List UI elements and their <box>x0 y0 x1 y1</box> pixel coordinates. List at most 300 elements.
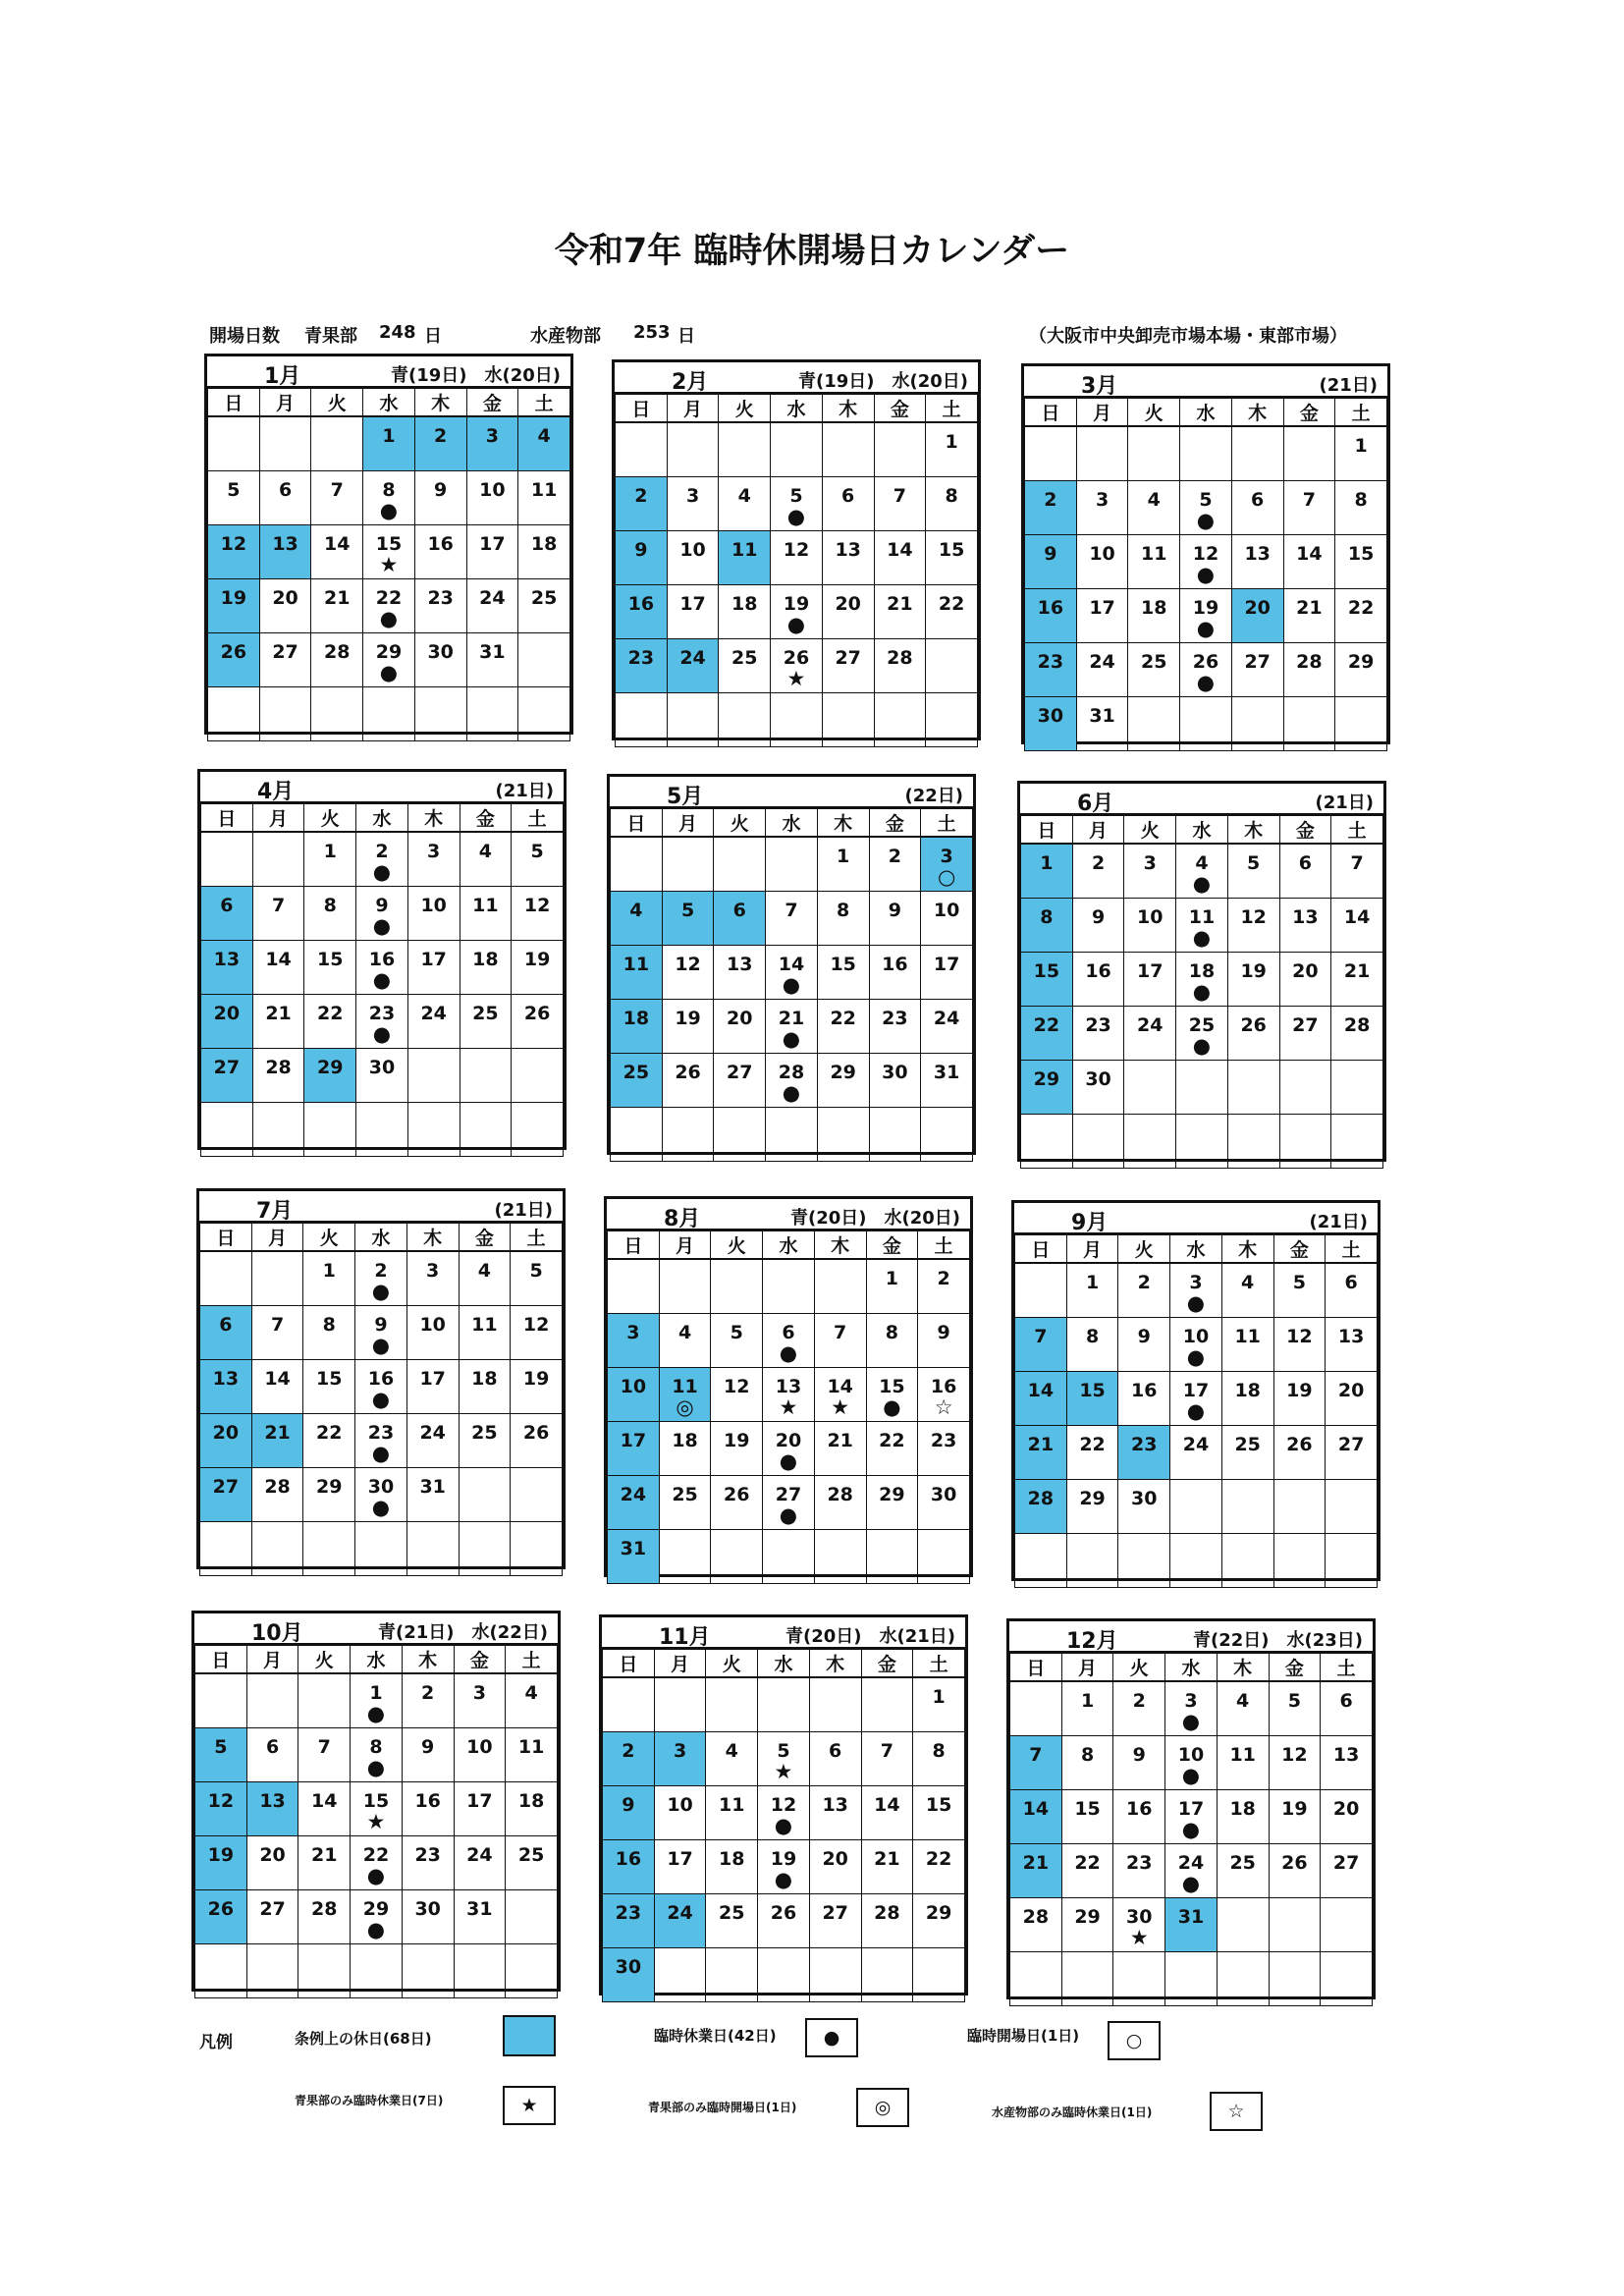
day-cell <box>1227 899 1279 953</box>
day-number: 29 <box>1033 1068 1060 1090</box>
day-cell <box>252 887 304 941</box>
empty-cell <box>200 1251 252 1306</box>
day-number: 7 <box>317 1736 331 1758</box>
day-marker-icon: ● <box>779 1449 798 1473</box>
empty-cell <box>616 693 668 747</box>
day-marker-icon: ★ <box>831 1395 850 1419</box>
day-marker-icon: ● <box>379 607 399 630</box>
weekday-header: 木 <box>407 804 460 833</box>
weekday-header: 木 <box>814 1231 866 1260</box>
day-cell <box>201 941 253 995</box>
weekday-header: 水 <box>356 804 408 833</box>
day-cell <box>195 1836 247 1890</box>
day-number: 28 <box>1027 1488 1055 1509</box>
weekday-header: 日 <box>201 804 253 833</box>
day-cell <box>714 1000 766 1054</box>
day-cell <box>454 1673 506 1728</box>
day-cell <box>512 887 564 941</box>
day-number: 31 <box>1089 705 1115 727</box>
empty-cell <box>195 1673 247 1728</box>
day-marker-icon: ● <box>1186 1291 1206 1315</box>
weekday-header: 金 <box>459 1224 511 1252</box>
empty-cell <box>246 1944 298 1998</box>
month-name: 12月 <box>1066 1629 1118 1654</box>
day-cell <box>1025 535 1077 589</box>
empty-cell <box>1269 1952 1321 2006</box>
empty-cell <box>714 1108 766 1162</box>
day-number: 15 <box>1347 543 1375 565</box>
day-cell <box>1010 1898 1062 1952</box>
day-cell <box>874 477 926 531</box>
day-cell <box>1076 481 1128 535</box>
day-marker-icon: ★ <box>1129 1926 1149 1949</box>
day-cell <box>414 633 466 687</box>
day-number: 5 <box>1199 489 1213 511</box>
day-cell <box>1072 953 1124 1007</box>
day-cell <box>1273 1426 1326 1480</box>
day-cell <box>771 531 823 585</box>
day-cell <box>814 1314 866 1368</box>
month-grid <box>194 1645 558 1998</box>
day-number: 21 <box>1343 960 1371 982</box>
day-number: 31 <box>620 1538 647 1559</box>
day-cell <box>822 585 874 639</box>
day-number: 30 <box>615 1956 642 1978</box>
empty-cell <box>1227 1115 1279 1169</box>
day-number: 14 <box>1027 1380 1055 1401</box>
day-cell <box>719 639 771 693</box>
empty-cell <box>1273 1534 1326 1588</box>
empty-cell <box>259 687 311 741</box>
month-calendar <box>599 1614 968 1995</box>
day-cell <box>1273 1263 1326 1318</box>
empty-cell <box>1231 426 1283 481</box>
empty-cell <box>1326 1534 1378 1588</box>
day-cell <box>758 1786 810 1840</box>
day-number: 11 <box>530 479 558 501</box>
day-cell <box>763 1368 815 1422</box>
day-cell <box>758 1894 810 1948</box>
day-marker-icon: ● <box>1192 980 1212 1004</box>
month-grid <box>1024 398 1387 751</box>
empty-cell <box>298 1673 351 1728</box>
empty-cell <box>1176 1061 1228 1115</box>
day-number: 20 <box>1292 960 1319 982</box>
empty-cell <box>1015 1263 1067 1318</box>
day-number: 19 <box>522 1368 550 1390</box>
day-cell <box>259 579 311 633</box>
weekday-header: 日 <box>208 389 260 417</box>
day-number: 18 <box>472 949 499 970</box>
month-grid <box>610 808 973 1162</box>
empty-cell <box>201 1103 253 1157</box>
weekday-header: 火 <box>719 395 771 423</box>
day-number: 2 <box>374 1260 388 1282</box>
empty-cell <box>407 1103 460 1157</box>
day-cell <box>1221 1263 1273 1318</box>
day-marker-icon: ● <box>782 1081 801 1105</box>
day-cell <box>251 1306 303 1360</box>
day-number: 21 <box>887 593 913 615</box>
day-number: 7 <box>330 479 344 501</box>
day-cell <box>511 1360 563 1414</box>
day-cell <box>355 1414 407 1468</box>
day-number: 2 <box>1132 1690 1146 1712</box>
empty-cell <box>512 1049 564 1103</box>
empty-cell <box>506 1944 558 1998</box>
day-cell <box>1076 643 1128 697</box>
day-cell <box>926 585 978 639</box>
empty-cell <box>414 687 466 741</box>
day-cell <box>926 422 978 477</box>
day-number: 30 <box>368 1057 396 1078</box>
weekday-header: 土 <box>506 1646 558 1674</box>
day-number: 21 <box>1022 1852 1050 1874</box>
empty-cell <box>706 1948 758 2002</box>
day-cell <box>918 1314 970 1368</box>
day-cell <box>406 1251 459 1306</box>
day-number: 18 <box>1229 1798 1256 1820</box>
weekday-header: 月 <box>1072 816 1124 845</box>
day-cell <box>1015 1372 1067 1426</box>
day-number: 29 <box>879 1484 905 1505</box>
day-number: 21 <box>264 1422 291 1444</box>
day-number: 18 <box>517 1790 545 1812</box>
day-cell <box>1118 1372 1170 1426</box>
empty-cell <box>1165 1952 1218 2006</box>
day-number: 17 <box>479 533 506 555</box>
day-number: 26 <box>724 1484 750 1505</box>
day-cell <box>459 1414 511 1468</box>
weekday-header: 水 <box>1165 1654 1218 1682</box>
day-cell <box>1335 535 1387 589</box>
day-cell <box>1021 1061 1073 1115</box>
day-number: 29 <box>925 1902 952 1924</box>
day-number: 5 <box>1292 1272 1306 1293</box>
day-number: 17 <box>667 1848 693 1870</box>
day-cell <box>402 1836 454 1890</box>
day-cell <box>861 1786 913 1840</box>
day-number: 21 <box>778 1008 805 1029</box>
day-number: 24 <box>1137 1014 1164 1036</box>
empty-cell <box>1025 426 1077 481</box>
day-number: 26 <box>675 1062 701 1083</box>
day-number: 31 <box>466 1898 493 1920</box>
day-number: 15 <box>317 949 344 970</box>
day-number: 12 <box>724 1376 750 1397</box>
day-cell <box>246 1890 298 1944</box>
day-number: 13 <box>259 1790 286 1812</box>
day-cell <box>1118 1263 1170 1318</box>
empty-cell <box>1180 426 1232 481</box>
weekday-header: 水 <box>1176 816 1228 845</box>
day-cell <box>1165 1898 1218 1952</box>
empty-cell <box>1066 1534 1118 1588</box>
day-number: 20 <box>775 1430 802 1451</box>
day-number: 16 <box>627 593 655 615</box>
day-cell <box>208 579 260 633</box>
day-number: 20 <box>1337 1380 1365 1401</box>
day-cell <box>200 1306 252 1360</box>
day-number: 9 <box>1137 1326 1151 1347</box>
day-cell <box>1061 1736 1113 1790</box>
day-cell <box>351 1836 403 1890</box>
day-number: 23 <box>367 1422 395 1444</box>
day-cell <box>311 579 363 633</box>
day-number: 1 <box>323 841 337 862</box>
day-marker-icon: ● <box>372 860 392 884</box>
day-cell <box>402 1728 454 1782</box>
day-number: 16 <box>1126 1798 1153 1820</box>
day-cell <box>611 1000 663 1054</box>
day-cell <box>918 1422 970 1476</box>
month-header <box>1020 784 1383 815</box>
day-cell <box>356 995 408 1049</box>
day-marker-icon: ● <box>786 505 806 528</box>
day-number: 22 <box>1074 1852 1101 1874</box>
day-number: 6 <box>278 479 293 501</box>
day-cell <box>822 531 874 585</box>
day-cell <box>1066 1426 1118 1480</box>
day-number: 26 <box>1281 1852 1308 1874</box>
day-cell <box>259 633 311 687</box>
day-number: 3 <box>472 1682 486 1704</box>
day-cell <box>208 471 260 525</box>
day-cell <box>1180 535 1232 589</box>
empty-cell <box>667 422 719 477</box>
day-cell <box>259 525 311 579</box>
day-number: 22 <box>1033 1014 1060 1036</box>
day-marker-icon: ● <box>366 1918 386 1941</box>
day-number: 18 <box>530 533 558 555</box>
weekday-header: 金 <box>861 1650 913 1678</box>
day-marker-icon: ● <box>379 661 399 684</box>
empty-cell <box>611 837 663 892</box>
day-number: 21 <box>1296 597 1323 619</box>
day-cell <box>1170 1372 1222 1426</box>
day-number: 7 <box>270 1314 285 1336</box>
month-open-days: 青(19日) 水(20日) <box>390 365 561 386</box>
day-number: 3 <box>1095 489 1110 511</box>
day-number: 13 <box>1337 1326 1365 1347</box>
empty-cell <box>1010 1681 1062 1736</box>
day-cell <box>1113 1790 1165 1844</box>
day-cell <box>711 1476 763 1530</box>
day-number: 23 <box>1126 1852 1153 1874</box>
day-cell <box>711 1314 763 1368</box>
empty-cell <box>654 1677 706 1732</box>
day-number: 28 <box>827 1484 853 1505</box>
day-cell <box>1227 844 1279 899</box>
day-cell <box>1283 643 1335 697</box>
day-cell <box>1331 844 1383 899</box>
month-open-days: 青(22日) 水(23日) <box>1192 1630 1363 1651</box>
day-number: 3 <box>940 846 953 867</box>
month-calendar <box>1021 363 1390 744</box>
day-cell <box>616 639 668 693</box>
day-cell <box>1221 1426 1273 1480</box>
day-number: 30 <box>414 1898 441 1920</box>
day-number: 5 <box>214 1736 228 1758</box>
day-number: 19 <box>770 1848 797 1870</box>
day-cell <box>201 995 253 1049</box>
day-cell <box>259 471 311 525</box>
day-number: 13 <box>1332 1744 1360 1766</box>
month-grid <box>1009 1653 1373 2006</box>
day-number: 8 <box>1080 1744 1095 1766</box>
day-cell <box>1331 899 1383 953</box>
day-number: 23 <box>427 587 454 609</box>
day-marker-icon: ● <box>1186 1399 1206 1423</box>
weekday-header: 金 <box>1273 1235 1326 1264</box>
day-number: 27 <box>822 1902 848 1924</box>
day-cell <box>355 1468 407 1522</box>
day-number: 30 <box>1131 1488 1158 1509</box>
day-number: 24 <box>1177 1852 1205 1874</box>
day-cell <box>1269 1681 1321 1736</box>
day-cell <box>926 531 978 585</box>
day-cell <box>506 1836 558 1890</box>
day-number: 16 <box>615 1848 642 1870</box>
weekday-header: 木 <box>402 1646 454 1674</box>
day-cell <box>460 887 512 941</box>
day-number: 1 <box>1080 1690 1095 1712</box>
day-number: 13 <box>212 1368 240 1390</box>
weekday-header: 金 <box>460 804 512 833</box>
day-cell <box>1217 1790 1269 1844</box>
day-number: 20 <box>259 1844 286 1866</box>
weekday-header: 日 <box>1021 816 1073 845</box>
weekday-header: 土 <box>512 804 564 833</box>
day-marker-icon: ● <box>1181 1710 1201 1733</box>
month-name: 10月 <box>251 1621 303 1646</box>
weekday-header: 火 <box>298 1646 351 1674</box>
day-cell <box>1015 1318 1067 1372</box>
day-cell <box>758 1840 810 1894</box>
day-number: 14 <box>1022 1798 1050 1820</box>
month-calendar <box>191 1611 561 1992</box>
day-number: 20 <box>1244 597 1271 619</box>
day-number: 15 <box>938 539 965 561</box>
day-number: 10 <box>479 479 506 501</box>
day-number: 2 <box>937 1268 950 1289</box>
day-cell <box>1128 589 1180 643</box>
day-number: 10 <box>420 895 447 916</box>
day-number: 2 <box>634 485 648 507</box>
day-number: 21 <box>324 587 351 609</box>
empty-cell <box>356 1103 408 1157</box>
empty-cell <box>1283 697 1335 751</box>
day-number: 8 <box>1354 489 1368 511</box>
day-cell <box>1279 844 1331 899</box>
day-cell <box>208 633 260 687</box>
day-number: 29 <box>1347 651 1375 673</box>
day-number: 25 <box>719 1902 745 1924</box>
day-cell <box>454 1728 506 1782</box>
day-number: 11 <box>1229 1744 1256 1766</box>
day-number: 8 <box>369 1736 383 1758</box>
empty-cell <box>921 1108 973 1162</box>
empty-cell <box>351 1944 403 1998</box>
day-cell <box>1335 643 1387 697</box>
day-marker-icon: ● <box>782 1027 801 1051</box>
day-cell <box>869 1000 921 1054</box>
empty-cell <box>1283 426 1335 481</box>
day-number: 24 <box>420 1003 447 1024</box>
day-number: 29 <box>375 641 403 663</box>
day-number: 26 <box>770 1902 797 1924</box>
day-cell <box>1025 589 1077 643</box>
day-cell <box>1331 953 1383 1007</box>
day-cell <box>1273 1372 1326 1426</box>
day-number: 2 <box>375 841 389 862</box>
day-cell <box>414 525 466 579</box>
month-grid <box>615 394 978 747</box>
day-cell <box>246 1836 298 1890</box>
day-number: 16 <box>427 533 454 555</box>
day-marker-icon: ● <box>366 1864 386 1887</box>
empty-cell <box>874 422 926 477</box>
day-cell <box>304 1049 356 1103</box>
day-number: 22 <box>316 1422 343 1444</box>
day-cell <box>303 1468 355 1522</box>
month-header <box>1024 366 1387 398</box>
day-cell <box>766 1054 818 1108</box>
day-number: 17 <box>466 1790 493 1812</box>
day-cell <box>861 1894 913 1948</box>
empty-cell <box>1331 1061 1383 1115</box>
day-number: 24 <box>620 1484 647 1505</box>
day-cell <box>603 1894 655 1948</box>
day-number: 15 <box>1079 1380 1106 1401</box>
day-cell <box>874 639 926 693</box>
day-number: 2 <box>421 1682 435 1704</box>
day-cell <box>913 1894 965 1948</box>
month-open-days: 青(19日) 水(20日) <box>797 371 968 392</box>
day-cell <box>511 1306 563 1360</box>
day-cell <box>1283 481 1335 535</box>
day-cell <box>866 1422 918 1476</box>
day-cell <box>512 995 564 1049</box>
day-cell <box>407 887 460 941</box>
month-open-days: 青(20日) 水(20日) <box>789 1208 960 1229</box>
weekday-header: 日 <box>603 1650 655 1678</box>
day-cell <box>611 1054 663 1108</box>
day-number: 2 <box>1044 489 1057 511</box>
day-number: 30 <box>930 1484 957 1505</box>
empty-cell <box>512 1103 564 1157</box>
day-cell <box>1227 1007 1279 1061</box>
day-number: 24 <box>479 587 506 609</box>
day-cell <box>454 1836 506 1890</box>
day-number: 16 <box>1037 597 1064 619</box>
day-number: 24 <box>1089 651 1115 673</box>
day-cell <box>1321 1681 1373 1736</box>
day-number: 24 <box>419 1422 446 1444</box>
day-cell <box>304 941 356 995</box>
day-number: 9 <box>888 900 901 921</box>
closed-dot-icon: ● <box>805 2018 858 2057</box>
day-cell <box>1335 481 1387 535</box>
day-number: 31 <box>933 1062 960 1083</box>
empty-cell <box>511 1468 563 1522</box>
legend-holiday-swatch <box>503 2015 556 2056</box>
empty-cell <box>251 1522 303 1576</box>
day-cell <box>407 995 460 1049</box>
day-number: 11 <box>623 954 650 975</box>
empty-cell <box>814 1530 866 1584</box>
empty-cell <box>817 1108 869 1162</box>
